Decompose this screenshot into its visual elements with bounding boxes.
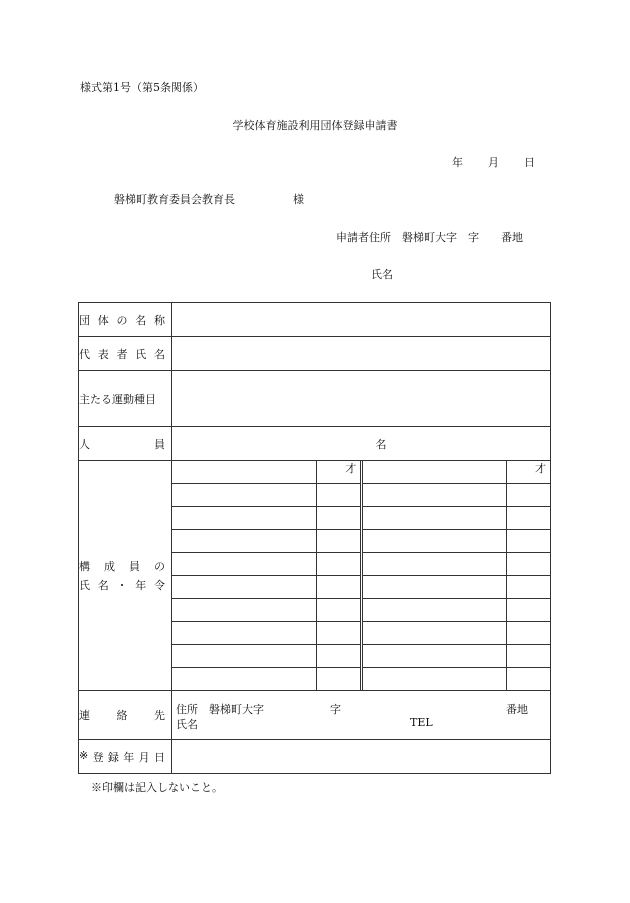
member-name-left[interactable] (172, 622, 317, 645)
members-label-line1: 構 成 員 の (79, 559, 165, 573)
member-row (172, 622, 550, 645)
applicant-name-label: 氏名 (371, 268, 393, 281)
member-name-right[interactable] (362, 484, 507, 507)
addressee (114, 193, 304, 206)
member-age-right[interactable] (507, 622, 551, 645)
headcount-field[interactable] (172, 427, 551, 461)
age-unit: 才 (345, 462, 357, 475)
member-age-right[interactable] (507, 484, 551, 507)
member-age-right[interactable] (507, 668, 551, 691)
member-age-left[interactable] (317, 599, 362, 622)
member-row (172, 553, 550, 576)
member-name-right[interactable] (362, 668, 507, 691)
headcount-label: 人 員 (79, 437, 165, 451)
members-label-line2: 氏 名 ・ 年 令 (79, 578, 165, 592)
contact-address: 住所 磐梯町大字 (176, 703, 264, 716)
member-name-right[interactable] (362, 530, 507, 553)
age-unit: 才 (535, 462, 546, 475)
group-name-label: 団 体 の 名 称 (79, 313, 165, 327)
member-age-left[interactable] (317, 622, 362, 645)
member-row (172, 530, 550, 553)
member-name-left[interactable] (172, 599, 317, 622)
member-age-left[interactable] (317, 484, 362, 507)
contact-label: 連 絡 先 (79, 709, 165, 722)
registration-date-row (79, 740, 551, 774)
sport-row (79, 371, 551, 427)
member-age-left[interactable] (317, 668, 362, 691)
member-age-left[interactable] (317, 576, 362, 599)
member-age-left[interactable] (317, 530, 362, 553)
member-age-left[interactable] (317, 507, 362, 530)
group-name-row (79, 303, 551, 337)
member-name-right[interactable] (362, 599, 507, 622)
representative-label: 代 表 者 氏 名 (79, 347, 165, 361)
member-age-right[interactable] (507, 507, 551, 530)
member-row (172, 576, 550, 599)
members-row (79, 461, 551, 691)
date-line (452, 156, 535, 169)
member-name-left[interactable] (172, 507, 317, 530)
form-number: 様式第1号（第5条関係） (80, 81, 204, 94)
member-age-left[interactable] (317, 461, 362, 484)
member-name-right[interactable] (362, 622, 507, 645)
contact-name: 氏名 (176, 718, 198, 731)
member-age-left[interactable] (317, 645, 362, 668)
date-month: 月 (488, 156, 499, 169)
registration-date-label: ※ 登 録 年 月 日 (79, 748, 165, 764)
headcount-unit: 名 (375, 437, 387, 451)
member-name-left[interactable] (172, 645, 317, 668)
member-age-right[interactable] (507, 599, 551, 622)
member-name-right[interactable] (362, 576, 507, 599)
group-name-field[interactable] (172, 303, 551, 337)
member-row (172, 599, 550, 622)
member-name-left[interactable] (172, 530, 317, 553)
representative-field[interactable] (172, 337, 551, 371)
contact-aza: 字 (330, 703, 341, 716)
registration-form-table (78, 302, 551, 774)
contact-field[interactable] (172, 691, 551, 740)
date-year: 年 (452, 156, 463, 169)
member-name-left[interactable] (172, 668, 317, 691)
registration-date-field[interactable] (172, 740, 551, 774)
headcount-row (79, 427, 551, 461)
member-name-right[interactable] (362, 461, 507, 484)
member-name-left[interactable] (172, 461, 317, 484)
member-name-left[interactable] (172, 576, 317, 599)
member-row (172, 507, 550, 530)
member-row (172, 484, 550, 507)
member-name-right[interactable] (362, 645, 507, 668)
addressee-honorific: 様 (293, 193, 304, 206)
sport-label: 主たる運動種目 (79, 392, 156, 406)
applicant-address: 申請者住所 磐梯町大字 字 番地 (336, 231, 523, 244)
member-row (172, 645, 550, 668)
member-age-right[interactable] (507, 530, 551, 553)
date-day: 日 (524, 156, 535, 169)
member-name-left[interactable] (172, 484, 317, 507)
members-table (172, 461, 550, 690)
member-name-right[interactable] (362, 553, 507, 576)
addressee-name: 磐梯町教育委員会教育長 (114, 193, 235, 206)
contact-row (79, 691, 551, 740)
member-row (172, 461, 550, 484)
contact-banchi: 番地 (506, 703, 528, 716)
contact-tel: TEL (410, 716, 433, 729)
representative-row (79, 337, 551, 371)
footnote: ※印欄は記入しないこと。 (91, 781, 223, 794)
member-age-right[interactable] (507, 576, 551, 599)
member-row (172, 668, 550, 691)
document-title: 学校体育施設利用団体登録申請書 (232, 119, 398, 132)
member-age-right[interactable] (507, 553, 551, 576)
member-age-left[interactable] (317, 553, 362, 576)
sport-field[interactable] (172, 371, 551, 427)
member-name-left[interactable] (172, 553, 317, 576)
member-age-right[interactable] (507, 645, 551, 668)
member-name-right[interactable] (362, 507, 507, 530)
member-age-right[interactable] (507, 461, 551, 484)
